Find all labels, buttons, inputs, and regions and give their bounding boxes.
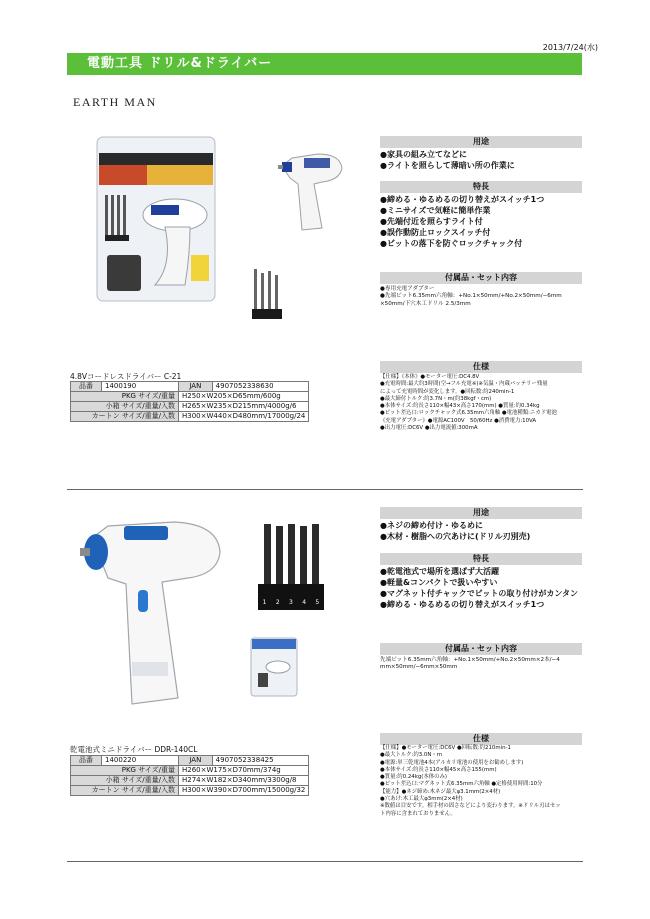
table-row: PKG サイズ/重量 H250×W205×D65mm/600g [71,392,309,402]
list-item: ●先端付近を照らすライト付 [380,217,483,226]
product1-package-image [95,135,217,303]
p1-feature-list [380,194,544,249]
p2-accessory-text: 先端ビット6.35mm六角軸：+No.1×50mm/+No.2×50mm×2本/−4 mm×50mm/−6mm×50mm [380,657,560,671]
list-item: ●マグネット付チャックでビットの取り付けがカンタン [380,589,579,598]
code-value: 1400190 [102,382,179,392]
jan-value: 4907052338425 [212,756,309,766]
list-item: ●締める・ゆるめるの切り替えがスイッチ1つ [380,600,545,609]
p1-feature-heading: 特長 [380,181,582,193]
product1-bits-image [250,265,286,325]
p2-spec-heading: 仕様 [380,733,582,745]
jan-label: JAN [179,382,213,392]
product2-drill-image [78,512,228,712]
bit-number: 5 [315,599,320,606]
p2-use-heading: 用途 [380,507,582,519]
p1-spec-text: 【仕様】《本体》●モーター電圧:DC4.8V ●充電時間:最大約3時間(空→フル充電※)※気温・内蔵バッテリー残量 によって充電時間が変化します。●回転数:約240min-1 ●最大締付トルク:約3.7N・m(約38kgf・cm) ●本体サイズ:約長さ110×幅43×高さ170(mm) ●質量:約0.34kg ●ビット差込口:ロックチャック式6.35mm六角軸 ●電池種類:ニカド電池 《充電アダプター》●電源AC100V 50/60Hz ●消費電力:10VA ●出力電圧:DC6V ●出力電流値:300mA [380,374,557,432]
product2-package-image [250,637,298,697]
code-label: 品番 [71,756,102,766]
list-item: ●ミニサイズで気軽に簡単作業 [380,206,491,215]
p2-feature-list [380,566,578,610]
product2-bits-image [258,520,324,612]
bit-number: 1 [262,599,267,606]
p1-product-title: 4.8Vコードレスドライバー C-21 [70,372,182,381]
table-row: カートン サイズ/重量/入数 H300×W390×D700mm/15000g/32 [71,786,309,796]
date: 2013/7/24(水) [542,43,598,52]
p1-use-heading: 用途 [380,136,582,148]
p2-product-title: 乾電池式ミニドライバー DDR-140CL [70,745,198,754]
bottom-divider [67,861,583,862]
section-divider [67,489,583,490]
table-row: カートン サイズ/重量/入数 H300×W440×D480mm/17000g/24 [71,412,309,422]
list-item: ●ライトを照らして薄暗い所の作業に [380,161,515,170]
bit-number: 4 [302,599,307,606]
list-item: ●ネジの締め付け・ゆるめに [380,521,483,530]
p2-use-list [380,520,530,542]
list-item: ●誤作動防止ロックスイッチ付 [380,228,491,237]
jan-value: 4907052338630 [212,382,309,392]
table-row: 小箱 サイズ/重量/入数 H265×W235×D215mm/4000g/6 [71,402,309,412]
p2-spec-text: 【仕様】●モーター電圧:DC6V ●回転数:約210min-1 ●最大トルク:約3.0N・m ●電源:単三乾電池4本(アルカリ電池の使用をお勧めします) ●本体サイズ:約長さ110×幅45×高さ155(mm) ●質量:約0.24kg(本体のみ) ●ビット差込口:マグネット式6.35mm六角軸 ●定格使用時間:10分 【能力】●ネジ締め:木ネジ最大φ3.1mm(2×4材) ●穴あけ:木工最大φ3mm(2×4材) ※数値は目安です。相手材の固さなどにより変わります。※ドリル刃はセッ ト内容に含まれておりません。 [380,745,561,817]
p1-accessory-text: ●専用充電アダプター ●先端ビット6.35mm六角軸：+No.1×50mm/+No.2×50mm/−6mm ×50mm/下穴木工ドリル 2.5/3mm [380,286,562,307]
jan-label: JAN [179,756,213,766]
list-item: ●軽量&コンパクトで扱いやすい [380,578,498,587]
table-row: PKG サイズ/重量 H260×W175×D70mm/374g [71,766,309,776]
p1-spec-table [70,381,309,422]
list-item: ●木材・樹脂への穴あけに(ドリル刃別売) [380,532,531,541]
p1-use-list [380,149,515,171]
code-value: 1400220 [102,756,179,766]
bit-number: 3 [289,599,293,606]
product1-drill-image [278,140,348,236]
bit-number: 2 [275,599,280,606]
p2-accessory-heading: 付属品・セット内容 [380,643,582,655]
p2-spec-table [70,755,309,796]
list-item: ●家具の組み立てなどに [380,150,467,159]
p1-accessory-heading: 付属品・セット内容 [380,272,582,284]
list-item: ●締める・ゆるめるの切り替えがスイッチ1つ [380,195,545,204]
list-item: ●乾電池式で場所を選ばず大活躍 [380,567,499,576]
bit-number-labels [258,599,324,606]
p2-feature-heading: 特長 [380,553,582,565]
list-item: ●ビットの落下を防ぐロックチャック付 [380,239,523,248]
category-banner: 電動工具 ドリル&ドライバー [67,53,582,75]
brand-logo: EARTH MAN [73,95,157,109]
code-label: 品番 [71,382,102,392]
table-row: 小箱 サイズ/重量/入数 H274×W182×D340mm/3300g/8 [71,776,309,786]
p1-spec-heading: 仕様 [380,361,582,373]
